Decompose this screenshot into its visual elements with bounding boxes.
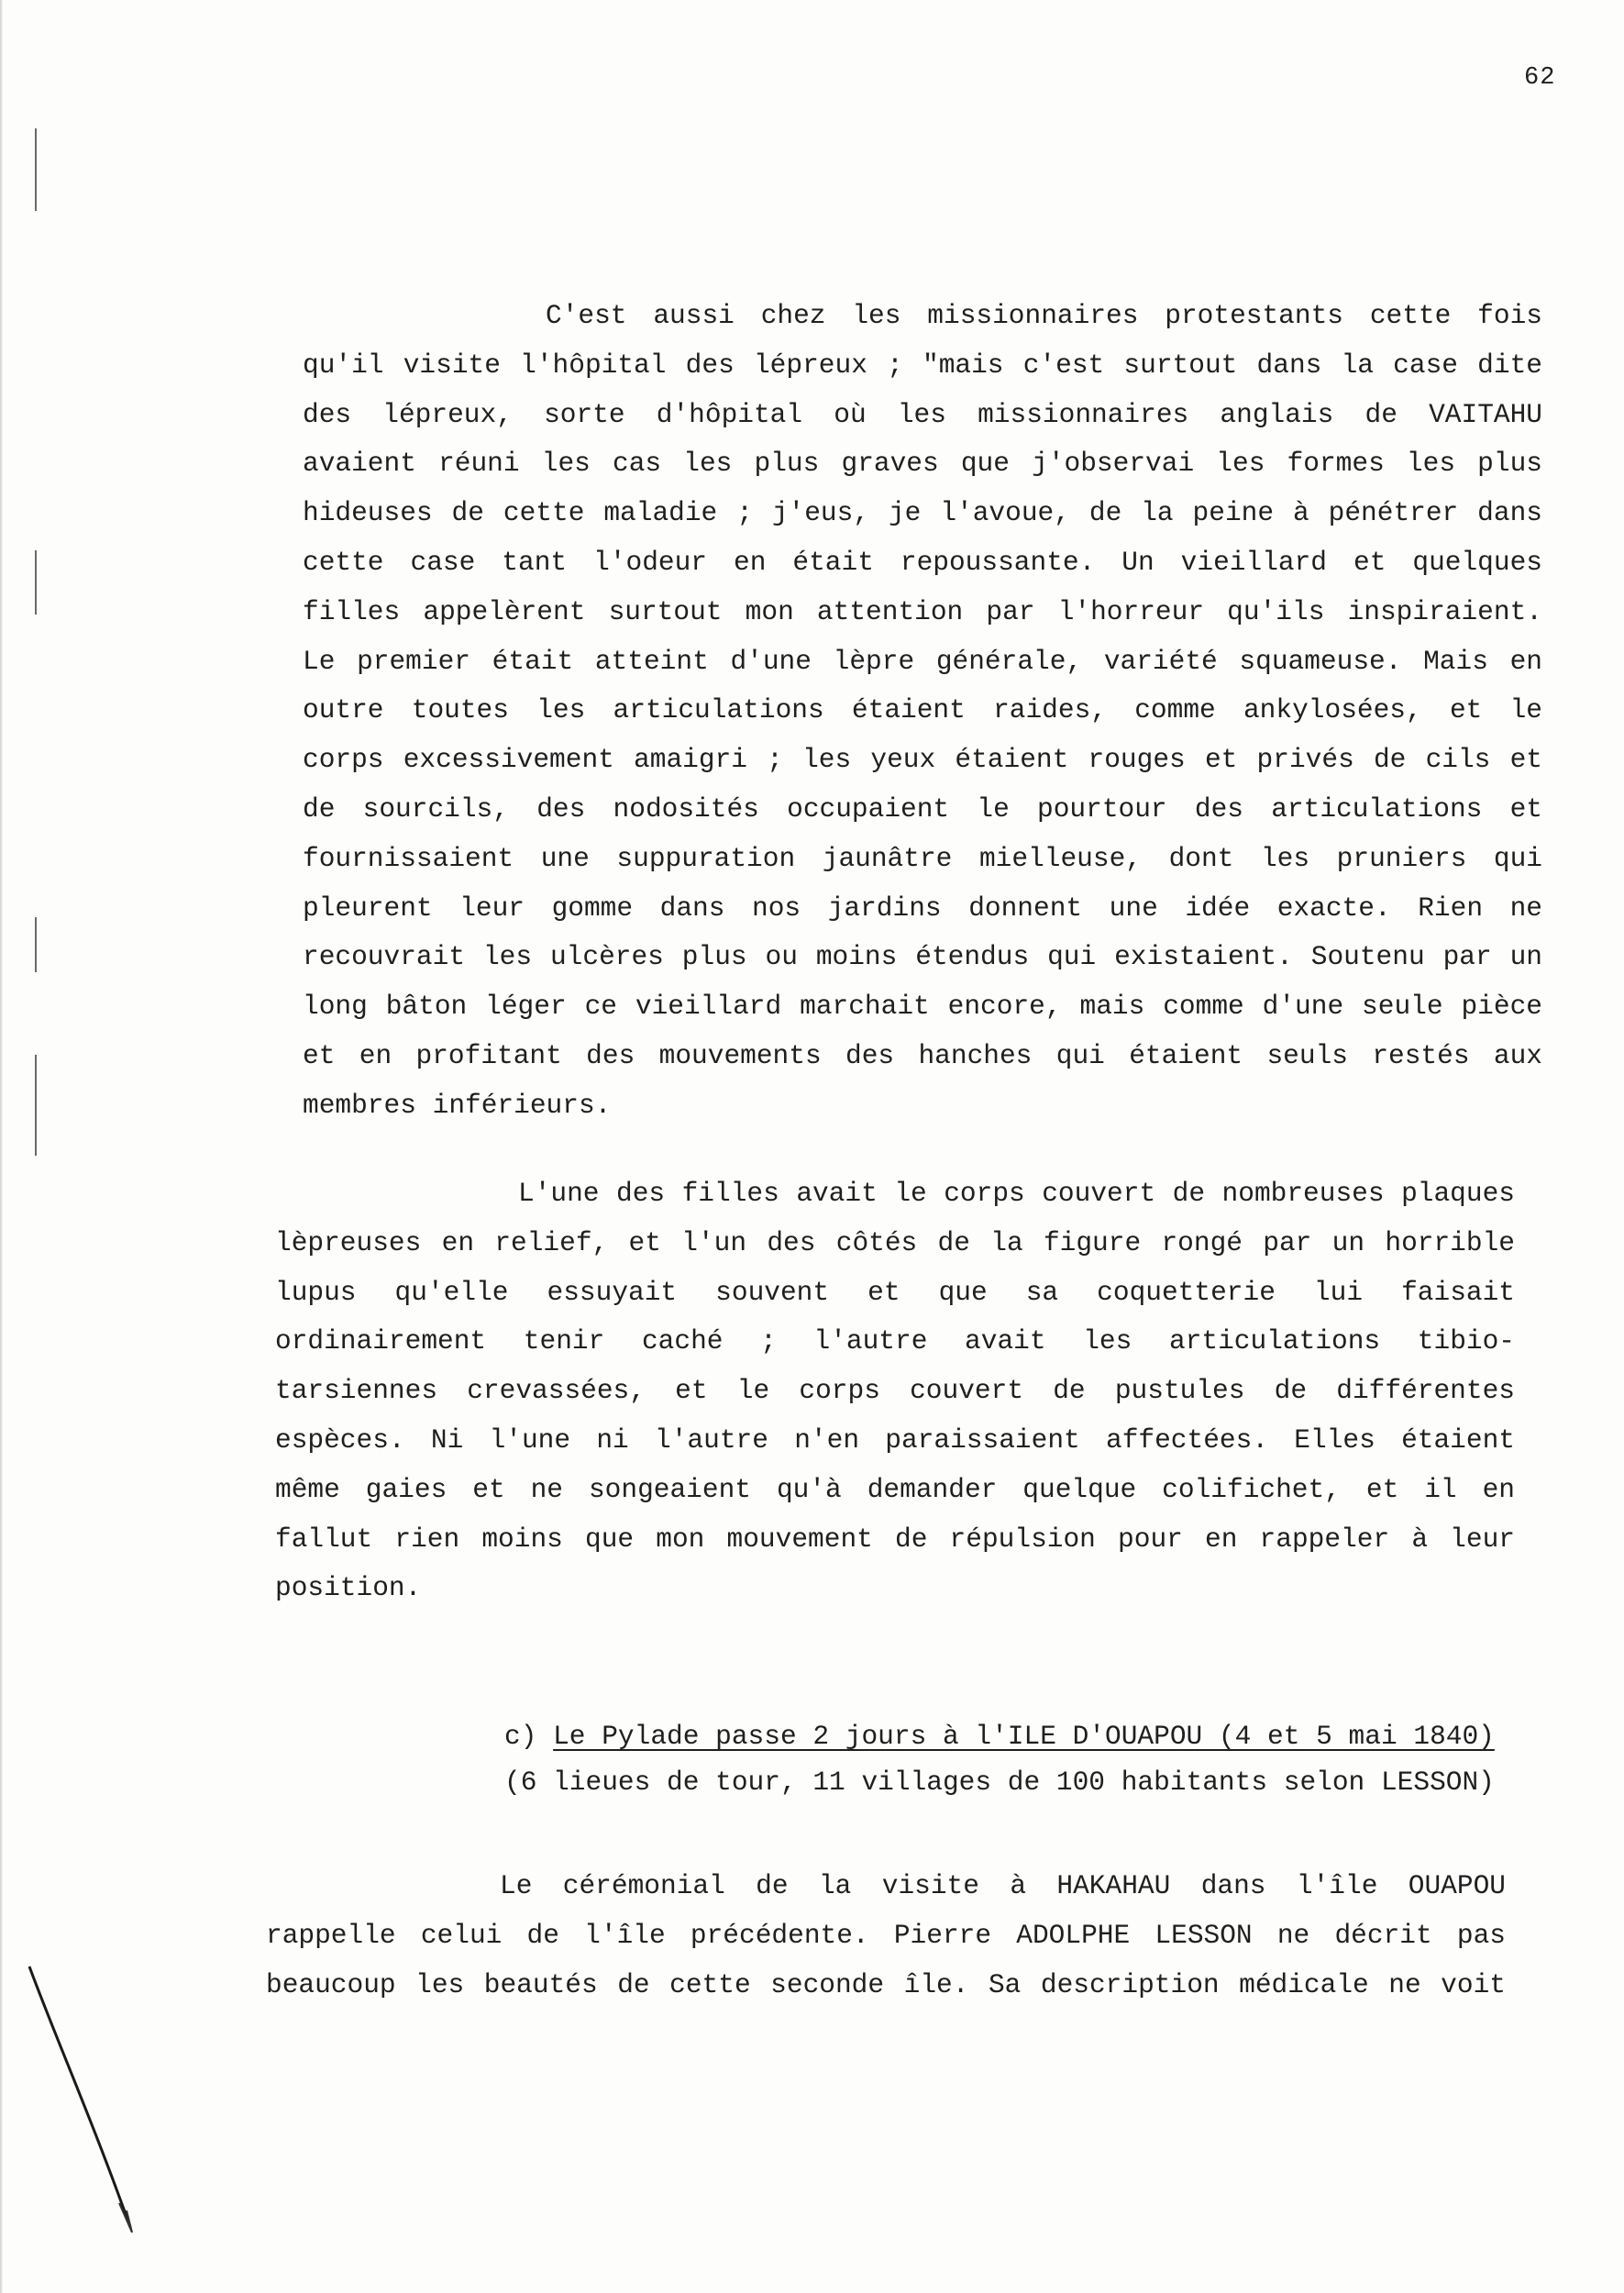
text-line: long bâton léger ce vieillard marchait encore, mais comme d'une seule pièce xyxy=(303,991,1542,1023)
text-line: Le premier était atteint d'une lèpre générale, variété squameuse. Mais en xyxy=(303,645,1542,677)
paragraph-young-women xyxy=(275,1169,1515,1613)
pen-stroke xyxy=(29,1966,130,2227)
section-title: Le Pylade passe 2 jours à l'ILE D'OUAPOU (4 et 5 mai 1840) xyxy=(553,1721,1495,1752)
pen-stroke-tail xyxy=(119,2203,132,2232)
paragraph-ouapou-visit xyxy=(266,1862,1506,2010)
page-number: 62 xyxy=(1524,64,1556,92)
paragraph-lepers-hospital xyxy=(303,292,1542,1131)
text-line: rappelle celui de l'île précédente. Pierre ADOLPHE LESSON ne décrit pas xyxy=(266,1919,1506,1951)
text-line: cette case tant l'odeur en était repoussante. Un vieillard et quelques xyxy=(303,546,1542,578)
text-line: membres inférieurs. xyxy=(303,1089,612,1121)
section-title-line xyxy=(504,1713,1513,1759)
binding-mark xyxy=(18,1963,147,2238)
text-line: tarsiennes crevassées, et le corps couvert de pustules de différentes xyxy=(275,1375,1515,1407)
text-line: fournissaient une suppuration jaunâtre mielleuse, dont les pruniers qui xyxy=(303,842,1542,874)
text-line: corps excessivement amaigri ; les yeux étaient rouges et privés de cils et xyxy=(303,744,1542,776)
text-line: pleurent leur gomme dans nos jardins donnent une idée exacte. Rien ne xyxy=(303,892,1542,924)
page-edge-shadow xyxy=(0,0,3,2293)
text-line: beaucoup les beautés de cette seconde île. Sa description médicale ne voit xyxy=(266,1968,1506,2000)
margin-mark xyxy=(35,917,37,972)
text-line: lupus qu'elle essuyait souvent et que sa coquetterie lui faisait xyxy=(275,1276,1515,1308)
margin-mark xyxy=(35,550,37,615)
text-line: espèces. Ni l'une ni l'autre n'en paraissaient affectées. Elles étaient xyxy=(275,1423,1515,1456)
text-line: même gaies et ne songeaient qu'à demander quelque colifichet, et il en xyxy=(275,1473,1515,1505)
text-line: ordinairement tenir caché ; l'autre avait les articulations tibio- xyxy=(275,1325,1515,1357)
text-line: outre toutes les articulations étaient raides, comme ankylosées, et le xyxy=(303,694,1542,726)
margin-mark xyxy=(35,128,37,211)
text-line: fallut rien moins que mon mouvement de répulsion pour en rappeler à leur xyxy=(275,1523,1515,1555)
section-marker: c) xyxy=(504,1721,537,1752)
margin-mark xyxy=(35,1055,37,1156)
text-line: et en profitant des mouvements des hanches qui étaient seuls restés aux xyxy=(303,1039,1542,1071)
text-line: position. xyxy=(275,1572,422,1604)
text-line: de sourcils, des nodosités occupaient le pourtour des articulations et xyxy=(303,792,1542,825)
text-line: C'est aussi chez les missionnaires protestants cette fois xyxy=(546,300,1542,331)
text-line: avaient réuni les cas les plus graves que j'observai les formes les plus xyxy=(303,448,1542,480)
text-line: lèpreuses en relief, et l'un des côtés de la figure rongé par un horrible xyxy=(275,1226,1515,1258)
text-line: hideuses de cette maladie ; j'eus, je l'avoue, de la peine à pénétrer dans xyxy=(303,497,1542,529)
text-line: Le cérémonial de la visite à HAKAHAU dans l'île OUAPOU xyxy=(500,1870,1506,1901)
text-line: L'une des filles avait le corps couvert de nombreuses plaques xyxy=(518,1178,1515,1209)
text-line: filles appelèrent surtout mon attention par l'horreur qu'ils inspiraient. xyxy=(303,595,1542,627)
text-line: qu'il visite l'hôpital des lépreux ; "mais c'est surtout dans la case dite xyxy=(303,349,1542,381)
text-line: des lépreux, sorte d'hôpital où les missionnaires anglais de VAITAHU xyxy=(303,398,1542,430)
section-subtitle: (6 lieues de tour, 11 villages de 100 habitants selon LESSON) xyxy=(504,1767,1495,1798)
text-line: recouvrait les ulcères plus ou moins étendus qui existaient. Soutenu par un xyxy=(303,941,1542,973)
section-heading xyxy=(504,1713,1513,1805)
